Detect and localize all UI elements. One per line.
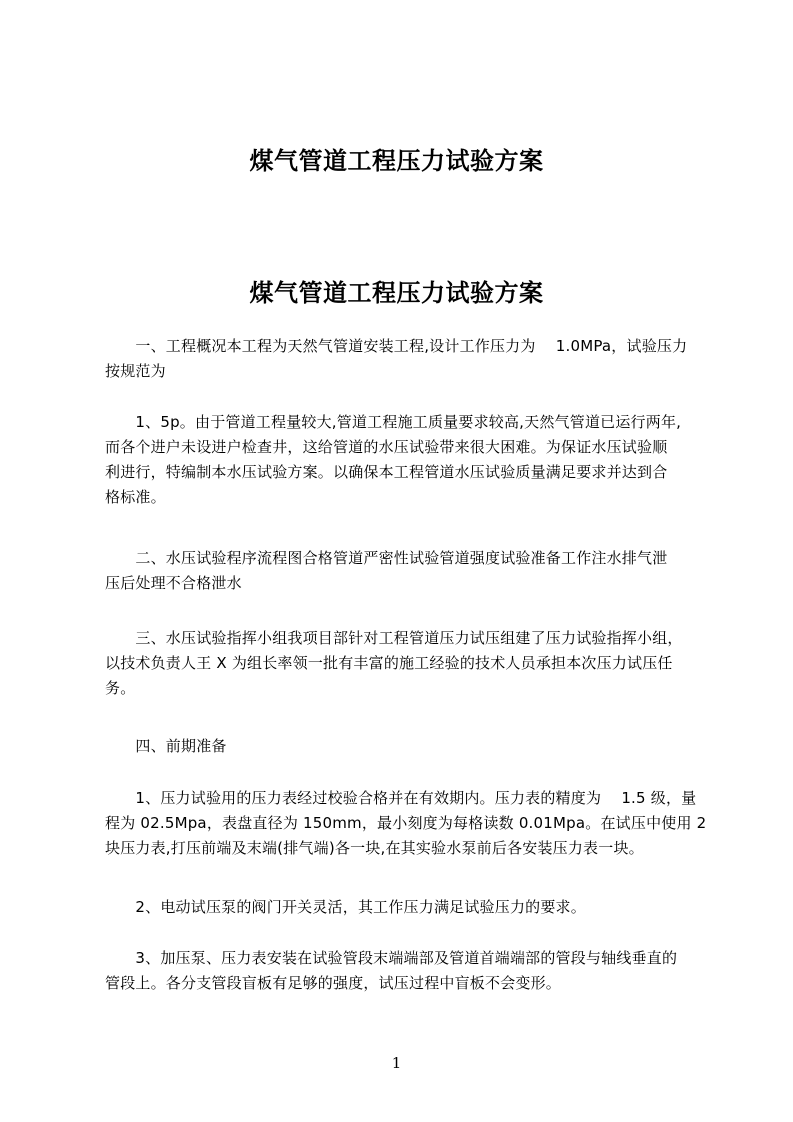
paragraph-pressure-gauge xyxy=(105,786,713,861)
text-line: 压后处理不合格泄水 xyxy=(105,574,242,592)
section-title: 煤气管道工程压力试验方案 xyxy=(249,279,544,307)
text-line: 格标准。 xyxy=(105,488,166,506)
text-line: 以技术负责人王 X 为组长率领一批有丰富的施工经验的技术人员承担本次压力试压任 xyxy=(105,654,673,672)
text-line: 1、压力试验用的压力表经过校验合格并在有效期内。压力表的精度为 1.5 级，量 xyxy=(105,789,697,807)
text-line: 二、水压试验程序流程图合格管道严密性试验管道强度试验准备工作注水排气泄 xyxy=(105,549,668,567)
text-line: 管段上。各分支管段盲板有足够的强度，试压过程中盲板不会变形。 xyxy=(105,974,562,992)
document-header-title: 煤气管道工程压力试验方案 xyxy=(249,147,544,175)
text-line: 务。 xyxy=(105,679,136,697)
text-line: 程为 02.5Mpa，表盘直径为 150mm，最小刻度为每格读数 0.01Mpa。在试压中使用 2 xyxy=(105,814,707,832)
text-line: 利进行，特编制本水压试验方案。以确保本工程管道水压试验质量满足要求并达到合 xyxy=(105,463,668,481)
text-line: 四、前期准备 xyxy=(105,737,227,755)
page-number: 1 xyxy=(391,1054,402,1072)
paragraph-overview xyxy=(105,334,713,384)
paragraph-overview-continued xyxy=(105,410,713,510)
text-line: 2、电动试压泵的阀门开关灵活，其工作压力满足试验压力的要求。 xyxy=(105,898,586,916)
text-line: 而各个进户未设进户检查井，这给管道的水压试验带来很大困难。为保证水压试验顺 xyxy=(105,438,668,456)
text-line: 块压力表,打压前端及末端(排气端)各一块,在其实验水泵前后各安装压力表一块。 xyxy=(105,839,644,857)
paragraph-command-group xyxy=(105,626,713,701)
text-line: 一、工程概况本工程为天然气管道安装工程,设计工作压力为 1.0MPa，试验压力 xyxy=(105,337,688,355)
paragraph-installation xyxy=(105,946,713,996)
text-line: 1、5p。由于管道工程量较大,管道工程施工质量要求较高,天然气管道已运行两年, xyxy=(105,413,682,431)
paragraph-procedure xyxy=(105,546,713,596)
paragraph-pump xyxy=(105,895,713,920)
paragraph-preparation-heading xyxy=(105,734,713,759)
text-line: 三、水压试验指挥小组我项目部针对工程管道压力试压组建了压力试验指挥小组， xyxy=(105,629,683,647)
text-line: 3、加压泵、压力表安装在试验管段末端端部及管道首端端部的管段与轴线垂直的 xyxy=(105,949,678,967)
text-line: 按规范为 xyxy=(105,362,166,380)
